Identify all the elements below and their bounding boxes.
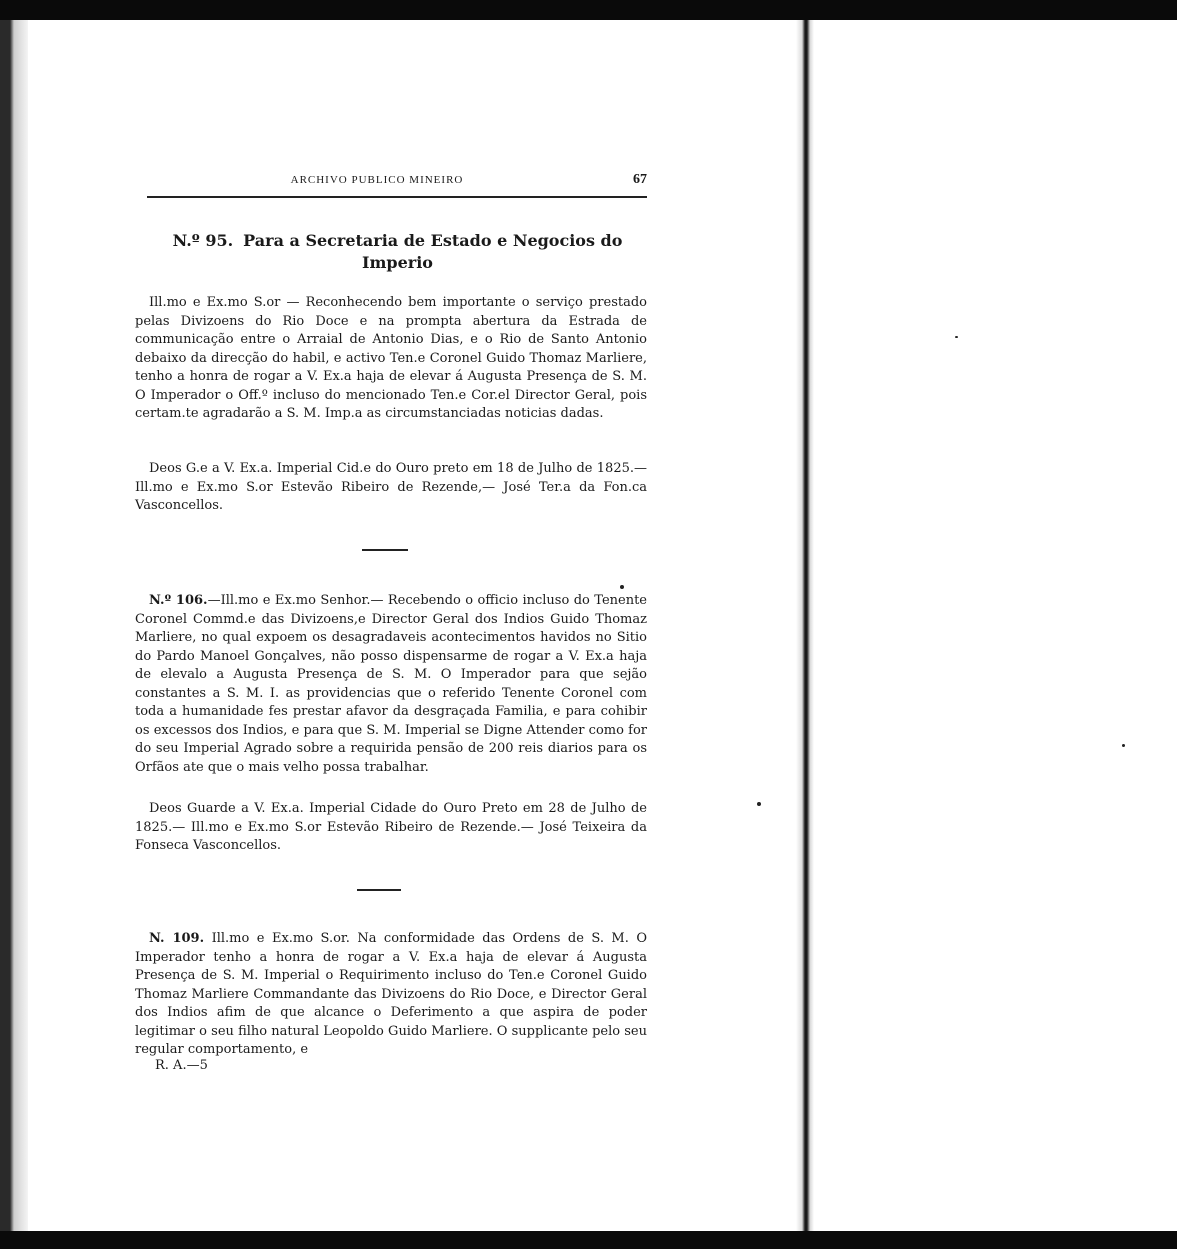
facing-blank-page — [814, 20, 1177, 1231]
section-divider — [362, 549, 408, 551]
scan-speck — [757, 802, 761, 806]
running-head — [147, 174, 647, 198]
book-gutter — [796, 20, 814, 1231]
scan-left-edge — [0, 20, 28, 1231]
doc109-number: N. 109. — [149, 931, 205, 946]
doc106-body — [135, 592, 647, 777]
doc95-heading — [145, 230, 650, 274]
doc106-number: N.º 106. — [149, 593, 208, 608]
signature-mark: R. A.—5 — [155, 1058, 208, 1073]
doc109-body — [135, 930, 647, 1060]
running-title: ARCHIVO PUBLICO MINEIRO — [290, 174, 464, 186]
scan-top-border — [0, 0, 1177, 20]
doc95-title-line1: Para a Secretaria de Estado e Negocios do — [243, 231, 623, 250]
doc95-title-line2: Imperio — [362, 253, 433, 272]
doc95-number: N.º 95. — [172, 231, 234, 250]
doc106-closing: Deos Guarde a V. Ex.a. Imperial Cidade do Ouro Preto em 28 de Julho de 1825.— Ill.mo e Ex.mo S.or Estevão Ribeiro de Rezende.— José Teixeira da Fonseca Vasconcellos. — [135, 801, 647, 853]
document-page — [135, 160, 655, 1080]
doc106-body-text: —Ill.mo e Ex.mo Senhor.— Recebendo o officio incluso do Tenente Coronel Commd.e das Divizoens,e Director Geral dos Indios Guido Thomaz Marliere, no qual expoem os desagradaveis acontecimentos havidos no Sitio do Pardo Manoel Gonçalves, não posso dispensarme de rogar a V. Ex.a haja de elevalo a Augusta Presença de S. M. O Imperador para que sejão constantes a S. M. I. as providencias que o referido Tenente Coronel com toda a humanidade fes prestar afavor da desgraçada Familia, e para cohibir os excessos dos Indios, e para que S. M. Imperial se Digne Attender como for do seu Imperial Agrado sobre a requirida pensão de 200 reis diarios para os Orfãos ate que o mais velho possa trabalhar. — [135, 593, 647, 775]
doc95-closing: Deos G.e a V. Ex.a. Imperial Cid.e do Ouro preto em 18 de Julho de 1825.— Ill.mo e Ex.mo S.or Estevão Ribeiro de Rezende,— José Ter.a da Fon.ca Vasconcellos. — [135, 461, 647, 513]
doc95-body: Ill.mo e Ex.mo S.or — Reconhecendo bem importante o serviço prestado pelas Divizoens do Rio Doce e na prompta abertura da Estrada de communicação entre o Arraial de Antonio Dias, e o Rio de Santo Antonio debaixo da direcção do habil, e activo Ten.e Coronel Guido Thomaz Marliere, tenho a honra de rogar a V. Ex.a haja de elevar á Augusta Presença de S. M. O Imperador o Off.º incluso do mencionado Ten.e Cor.el Director Geral, pois certam.te agradarão a S. M. Imp.a as circumstanciadas noticias dadas. — [135, 295, 647, 421]
scan-speck — [955, 336, 958, 338]
section-divider — [357, 889, 401, 891]
scan-bottom-border — [0, 1231, 1177, 1249]
scan-speck — [1122, 744, 1125, 747]
doc109-body-text: Ill.mo e Ex.mo S.or. Na conformidade das Ordens de S. M. O Imperador tenho a honra de rogar a V. Ex.a haja de elevar á Augusta Presença de S. M. Imperial o Requirimento incluso do Ten.e Coronel Guido Thomaz Marliere Commandante das Divizoens do Rio Doce, e Director Geral dos Indios afim de que alcance o Deferimento a que aspira de poder legitimar o seu filho natural Leopoldo Guido Marliere. O supplicante pelo seu regular comportamento, e — [135, 931, 648, 1057]
page-number: 67 — [633, 172, 647, 187]
